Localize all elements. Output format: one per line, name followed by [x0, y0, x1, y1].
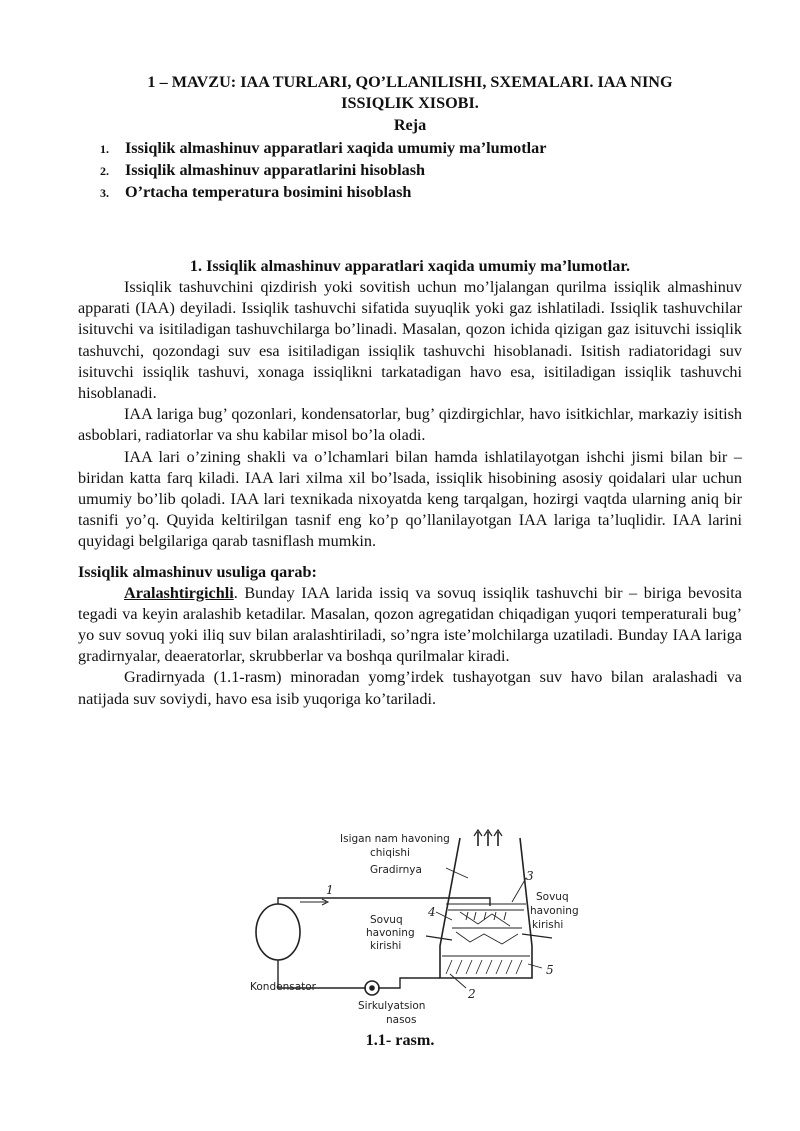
plan-item-text: Issiqlik almashinuv apparatlari xaqida umumiy ma’lumotlar	[125, 139, 547, 157]
label-condenser: Kondensator	[250, 981, 316, 993]
marker-2: 2	[468, 987, 476, 1001]
paragraph-mixing	[78, 583, 742, 668]
paragraph-cooling-tower: Gradirnyada (1.1-rasm) minoradan yomg’irdek tushayotgan suv havo bilan aralashadi va natijada suv soviydi, havo esa isib yuqoriga ko’tariladi.	[78, 668, 742, 708]
left-air-arrow	[426, 936, 452, 940]
label-tower: Gradirnya	[370, 864, 422, 876]
plan-item-text: O’rtacha temperatura bosimini hisoblash	[125, 183, 412, 201]
plan-item-number: 2.	[100, 164, 109, 178]
title-line-1: 1 – MAVZU: IAA TURLARI, QO’LLANILISHI, SXEMALARI. IAA NING	[147, 73, 673, 91]
exhaust-arrows	[474, 830, 502, 846]
document-title	[78, 72, 742, 114]
diagram-svg	[230, 828, 610, 1033]
plan-list	[78, 137, 742, 203]
marker-5: 5	[546, 963, 554, 977]
section-heading: 1. Issiqlik almashinuv apparatlari xaqida umumiy ma’lumotlar.	[189, 257, 631, 275]
label-left-air-line-1: Sovuq	[370, 914, 403, 926]
label-pump-line-2: nasos	[386, 1014, 417, 1026]
marker-4: 4	[428, 905, 436, 919]
right-air-arrow	[522, 934, 552, 938]
document-page	[78, 72, 742, 710]
marker-3: 3	[526, 869, 534, 883]
basin-water	[446, 960, 522, 974]
label-left-air-line-3: kirishi	[370, 940, 402, 952]
spray-drops	[466, 912, 506, 920]
subsection-heading: Issiqlik almashinuv usuliga qarab:	[78, 562, 317, 581]
label-right-air-line-2: havoning	[530, 905, 579, 917]
figure-caption: 1.1- rasm.	[365, 1031, 435, 1049]
paragraph-definition: Issiqlik tashuvchini qizdirish yoki sovitish uchun mo’ljalangan qurilma issiqlik almashinuv apparati (IAA) deyiladi. Issiqlik tashuvchi sifatida suyuqlik yoki gaz ishlatiladi. Issiqlik tashuvchilar isituvchi va isitiladigan tashuvchilarga bo’linadi. Masalan, qozon ichida qizigan gaz isituvchi issiqlik tashuvchi, qozondagi suv esa isitiladigan issiqlik tashuvchi hisoblanadi. Isitish radiatoridagi suv isituvchi issiqlik tashuvi, xonaga issiqlikni tarkatadigan havo esa, isitiladigan issiqlik tashuvchi hisoblanadi.	[78, 278, 742, 403]
plan-item-text: Issiqlik almashinuv apparatlarini hisoblash	[125, 161, 426, 179]
packing	[446, 904, 526, 928]
label-right-air-line-3: kirishi	[532, 919, 564, 931]
cooling-tower-diagram	[230, 828, 610, 1033]
label-exhaust-line-1: Isigan nam havoning	[340, 833, 450, 845]
paragraph-examples: IAA lariga bug’ qozonlari, kondensatorlar, bug’ qizdirgichlar, havo isitkichlar, markaziy isitish asboblari, radiatorlar va shu kabilar misol bo’la oladi.	[78, 405, 742, 445]
paragraph-classification: IAA lari o’zining shakli va o’lchamlari bilan hamda ishlatilayotgan ishchi jismi bilan bir – biridan katta farq kiladi. IAA lari xilma xil bo’lsada, issiqlik hisobining asosiy qoidalari ular uchun umumiy bo’lib qoladi. IAA lari texnikada nixoyatda keng tarqalgan, hozirgi vaqtda ularning aniq bir tasnifi yo’q. Quyida keltirilgan tasnif eng ko’p qo’llanilayotgan IAA lariga ta’luqlidir. IAA larini quyidagi belgilariga qarab tasniflash mumkin.	[78, 447, 742, 551]
marker-1: 1	[326, 883, 334, 897]
condenser	[256, 904, 300, 960]
plan-heading: Reja	[393, 116, 427, 134]
term-mixing: Aralashtirgichli	[124, 583, 234, 602]
label-right-air-line-1: Sovuq	[536, 891, 569, 903]
label-exhaust-line-2: chiqishi	[370, 847, 410, 859]
plan-item	[78, 159, 742, 181]
plan-item-number: 3.	[100, 186, 109, 200]
label-pump-line-1: Sirkulyatsion	[358, 1000, 426, 1012]
label-left-air-line-2: havoning	[366, 927, 415, 939]
plan-item	[78, 137, 742, 159]
title-line-2: ISSIQLIK XISOBI.	[341, 94, 479, 112]
tower-wall-left	[440, 838, 460, 952]
term-mixing-text: . Bunday IAA larida issiq va sovuq issiqlik tashuvchi bir – biriga bevosita tegadi va keyin aralashib ketadilar. Masalan, qozon agregatidan chiqadigan yuqori temperaturali bug’ yo suv sovuq yoki iliq suv bilan aralashtiriladi, so’ngra iste’molchilarga uzatiladi. Bunday IAA lariga gradirnyalar, deaeratorlar, skrubberlar va boshqa qurilmalar kiradi.	[78, 583, 742, 666]
plan-item	[78, 181, 742, 203]
plan-item-number: 1.	[100, 142, 109, 156]
